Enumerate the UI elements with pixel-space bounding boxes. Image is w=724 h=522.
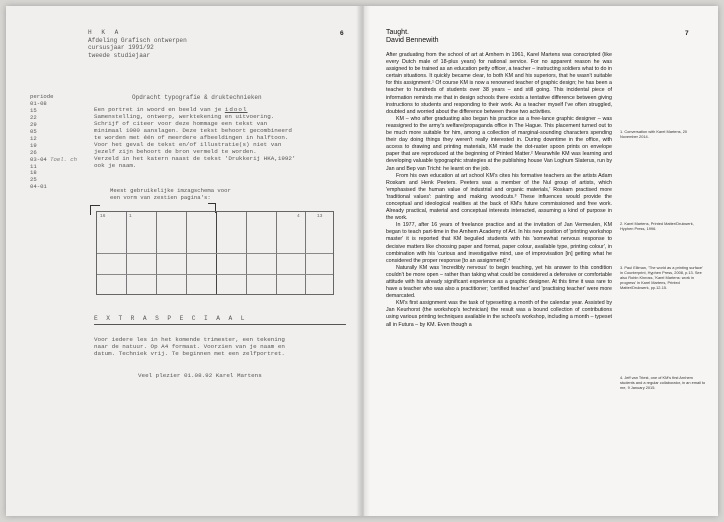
periode-entry: 22 xyxy=(30,113,37,121)
department-line: Afdeling Grafisch ontwerpen xyxy=(88,36,187,44)
extra-line: naar de natuur. Op A4 formaat. Voorzien van je naam en xyxy=(94,343,285,350)
imposition-note-line: Meest gebruikelijke imzagschema voor xyxy=(110,187,231,194)
footnote: 4. Jeff van Triest, one of KM's first Arnhem students and a regular collaborator, in an email to me, 9 January 2015. xyxy=(620,375,706,390)
essay-paragraph: In 1977, after 16 years of freelance practice and at the invitation of Jan Vermeulen, KM began to teach part-time in the Arnhem Academy of Art. In his new position of 'printing workshop master' it is reported that KM beguiled students with his 'somewhat nervous response to decisive matters like choosing paper and format, paper colour, available type, printing colour', in combination with his 'curious and investigative mind, use of improvisation [in] getting what he considered the proper response [to an assignment]'.⁴ xyxy=(386,222,612,264)
grid-divider xyxy=(97,274,333,275)
essay-author: David Bennewith xyxy=(386,37,439,45)
periode-label: periode xyxy=(30,93,54,100)
grid-page-label: 16 xyxy=(100,214,106,219)
body-line: Voor het geval de tekst en/of illustratie(s) niet van xyxy=(94,140,282,148)
book-spread xyxy=(6,6,718,516)
periode-entry: 26 xyxy=(30,148,37,156)
course-year-line: cursusjaar 1991/92 xyxy=(88,44,154,52)
periode-entry: 04-01 xyxy=(30,183,47,191)
body-line: minimaal 1000 aanslagen. Deze tekst behoort gecombineerd xyxy=(94,126,292,134)
periode-entry: 11 xyxy=(30,162,37,170)
essay-paragraph: KM – who after graduating also began his practice as a free-lance graphic designer – was reassigned to the army's welfare/propaganda office in The Hague. This placement turned out to be much more suitable for him, among a collection of marginal-sounding characters spending their day doing things they weren't really interested in. During downtime in the office, with access to drawing and printing materials, KM made the dot-raster spoon prints on envelope paper that are reproduced at the beginning of Printed Matter.² Meanwhile KM was learning and developing valuable typographic strategies at the publishing house Van Loghum Slaterus, run by Jan and Bep van Tricht: he learnt on the job. xyxy=(386,115,612,172)
periode-entry: 15 xyxy=(30,106,37,114)
essay-paragraph: From his own education at art school KM's cites his formative teachers as the artists Adam Roskam and Henk Peeters. Peeters was a member of the Nul group of artists, which 'emphasised the human value of industrial and organic materials,' Roskam practised more 'traditional values': painting and making woodcuts.³ These influences would provide the conceptual and ideological realities at the back of KM's future commissioned and free work. Already practical, material and conceptual interests interacted, assuming a kind of purpose in the work. xyxy=(386,172,612,222)
grid-page-label: 1 xyxy=(129,214,132,219)
footnote: 2. Karel Martens, Printed Matter/Drukwerk, Hyphen Press, 1996. xyxy=(620,221,694,231)
essay-title: Taught. xyxy=(386,29,409,36)
periode-entry-with-note xyxy=(30,157,77,164)
page-number-right: 7 xyxy=(685,30,689,37)
periode-entry: 18 xyxy=(30,169,37,177)
periode-entry: 03-04 xyxy=(30,155,47,163)
body-line: te worden met één of meerdere afbeeldingen in halftoon. xyxy=(94,133,289,141)
grid-divider xyxy=(97,253,333,254)
handwritten-note: Toel. ch xyxy=(50,155,78,163)
essay-paragraph: KM's first assignment was the task of typesetting a month of the calendar year. Assisted by Jan Keurhorst (the workshop's technician) the result was a bound collection of contributions using various printing techniques available in the school's workshop, including a month – typeset all in Futura – by KM. Even though a xyxy=(386,300,612,328)
body-line: Samenstelling, ontwerp, werktekening en uitvoering. xyxy=(94,112,275,120)
extra-special-title: E X T R A S P E C I A A L xyxy=(94,315,247,322)
imposition-grid xyxy=(96,211,334,295)
footnote: 3. Paul Elliman, 'The world as a printing surface' in Counterprint, Hyphen Press, 2008, p.13. See also Robin Kinross, 'Karel Martens: work in progress' in Karel Martens, Printed Matter/Drukwerk, pp.12-15. xyxy=(620,265,703,290)
grid-page-label: 4 xyxy=(297,214,300,219)
assignment-title: Opdracht typografie & druktechnieken xyxy=(132,94,262,101)
periode-entry: 12 xyxy=(30,134,37,142)
periode-column xyxy=(30,94,77,191)
periode-entry: 29 xyxy=(30,120,37,128)
extra-line: Voor iedere les in het komende trimester, een tekening xyxy=(94,336,285,343)
body-line: Schrijf of citeer voor deze hommage een tekst van xyxy=(94,119,268,127)
extra-special-rule xyxy=(94,324,346,325)
extra-special-body xyxy=(94,336,346,357)
periode-entry: 05 xyxy=(30,127,37,135)
book-gutter-shadow xyxy=(356,6,370,516)
right-page xyxy=(362,6,718,516)
idool-word: idool xyxy=(224,106,248,113)
imposition-note-line: een vorm van zestien pagina's: xyxy=(110,194,211,201)
periode-entry: 19 xyxy=(30,141,37,149)
study-year-line: tweede studiejaar xyxy=(88,51,151,59)
body-line: Verzeld in het katern naast de tekst 'Drukkerij HKA,1992' xyxy=(94,154,296,162)
grid-page-label: 13 xyxy=(317,214,323,219)
essay-paragraph: After graduating from the school of art at Arnhem in 1961, Karel Martens was conscripted (like every Dutch male of 18-plus years) for national service. For no apparent reason he was assigned to be trained as an education petty officer, a teacher – instructing soldiers what to do in certain situations. It quickly became clear, to both KM and his superiors, that he wasn't suitable for this assignment.¹ Of course KM is now a renowned teacher of graphic design; he has been a teacher to hundreds of students over 38 years – and still going. This incidental piece of information reminds me that in design schools there exists a tentative difference between giving instructions to students and responding to their work. As a teacher myself I've often struggled, doubted and worried about the difference between these two activities. xyxy=(386,52,612,115)
left-page xyxy=(6,6,362,516)
imposition-note xyxy=(110,187,231,201)
signoff: Veel plezier 01.08.92 Karel Martens xyxy=(138,372,262,379)
periode-entry: 01-08 xyxy=(30,99,47,107)
body-line: ook je naam. xyxy=(94,161,137,169)
school-initials: H K A xyxy=(88,29,122,36)
extra-line: datum. Techniek vrij. Te beginnen met een zelfportret. xyxy=(94,350,285,357)
page-number-left: 6 xyxy=(340,30,344,37)
footnote: 1. Conversation with Karel Martens, 20 November 2014. xyxy=(620,129,688,139)
document-header xyxy=(88,29,187,59)
periode-entry: 25 xyxy=(30,176,37,184)
essay-body xyxy=(386,52,612,329)
body-line-text: Een portret in woord en beeld van je xyxy=(94,106,222,113)
essay-paragraph: Naturally KM was 'incredibly nervous' to begin teaching, yet his answer to this condition couldn't be more open – rather than taking what could be considered a defensive or comfortable attitude with his already significant experience as a graphic designer. At this time it was rare to have a teacher who was also a practitioner; 'certified teacher' and 'practising teacher' were more demarcated. xyxy=(386,264,612,300)
assignment-body xyxy=(94,107,349,170)
essay-heading xyxy=(386,29,439,46)
body-line: jezelf zijn behoort de bron vermeld te worden. xyxy=(94,147,257,155)
